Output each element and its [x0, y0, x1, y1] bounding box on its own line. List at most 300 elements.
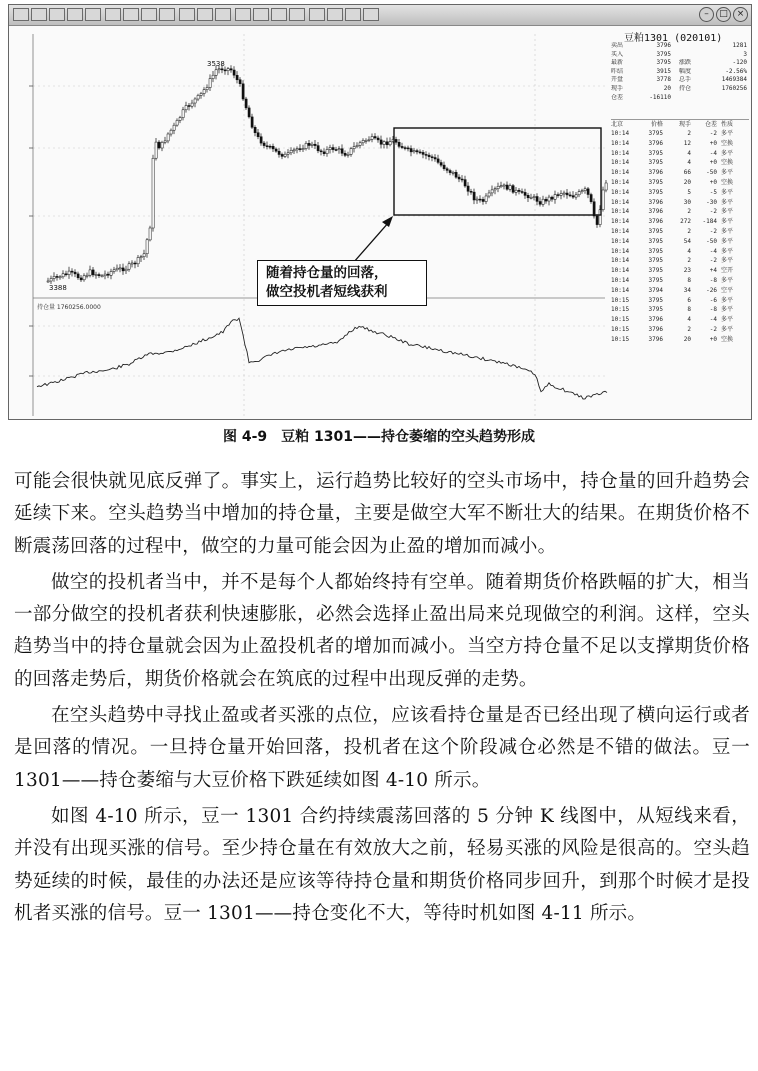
tick-row — [611, 286, 749, 296]
quote-row — [611, 42, 749, 51]
candle-body — [557, 195, 559, 196]
candle-body — [239, 80, 241, 84]
candle-body — [398, 142, 400, 146]
tick-header-cell: 价格 — [650, 121, 663, 128]
tick-cell: 3795 — [648, 149, 663, 157]
quote-cell: 3 — [743, 50, 747, 58]
tick-cell: 10:14 — [611, 218, 630, 226]
toolbar-button[interactable] — [85, 8, 101, 21]
candle-body — [500, 186, 502, 187]
quote-cell: 3796 — [656, 42, 671, 49]
highlight-box — [394, 128, 601, 215]
paragraph: 做空的投机者当中，并不是每个人都始终持有空单。随着期货价格跌幅的扩大，相当一部分做空的投机者获利快速膨胀，必然会选择止盈出局来兑现做空的利润。这样，空头趋势当中的持仓量就会因为止盈投机者的增加而减小。当空方持仓量不足以支撑期货价格的回落走势后，期货价格就会在筑底的过程中出现反弹的走势。 — [14, 571, 750, 690]
candle-body — [182, 110, 184, 118]
candle-body — [263, 143, 265, 146]
maximize-icon[interactable]: □ — [716, 7, 731, 22]
candle-body — [449, 171, 451, 173]
candle-body — [305, 143, 307, 148]
quote-cell: 涨跌 — [679, 59, 692, 67]
toolbar-button[interactable] — [31, 8, 47, 21]
tick-cell: 10:14 — [611, 208, 630, 216]
tick-cell: 2 — [687, 227, 691, 235]
toolbar-button[interactable] — [13, 8, 29, 21]
tick-header-cell: 现手 — [678, 121, 691, 128]
quote-cell: 3915 — [656, 67, 671, 75]
candle-body — [602, 190, 604, 210]
tick-cell: 34 — [683, 286, 691, 294]
candle-body — [116, 268, 118, 270]
candle-body — [287, 153, 289, 154]
tick-cell: 54 — [683, 237, 691, 245]
candle-body — [539, 202, 541, 205]
candle-body — [110, 272, 112, 276]
quote-cell: -120 — [732, 59, 747, 67]
candle-body — [533, 197, 535, 198]
tick-cell: -184 — [702, 218, 717, 226]
quote-cell: 幅度 — [679, 67, 692, 75]
candle-body — [236, 75, 238, 80]
quote-cell — [671, 51, 711, 60]
tick-row — [611, 178, 749, 188]
tick-cell: 3795 — [648, 296, 663, 304]
ticker-title: 豆粕1301 (020101) — [624, 33, 723, 44]
tick-cell: 3795 — [648, 227, 663, 235]
candle-body — [137, 258, 139, 264]
low-price-label: 3388 — [49, 284, 67, 292]
candle-body — [428, 155, 430, 157]
tick-cell: 4 — [687, 316, 691, 324]
candle-body — [575, 195, 577, 197]
paragraph: 在空头趋势中寻找止盈或者买涨的点位，应该看持仓量是否已经出现了横向运行或者是回落的情况。一旦持仓量开始回落，投机者在这个阶段减仓必然是不错的做法。豆一 1301——持仓萎缩与大豆价格下跌延续如图 4-10 所示。 — [14, 705, 750, 791]
tick-cell: 10:14 — [611, 257, 630, 265]
toolbar-button[interactable] — [327, 8, 343, 21]
candle-body — [377, 138, 379, 140]
candle-body — [368, 139, 370, 140]
tick-row — [611, 305, 749, 315]
candle-body — [251, 117, 253, 127]
candle-body — [530, 197, 532, 198]
candle-body — [410, 149, 412, 152]
tick-header-cell: 仓差 — [704, 121, 717, 128]
candle-body — [119, 268, 121, 269]
tick-cell: -50 — [706, 237, 717, 245]
tick-cell: 10:14 — [611, 139, 630, 147]
candle-body — [404, 148, 406, 149]
candle-body — [551, 197, 553, 199]
candle-body — [125, 269, 127, 271]
quote-cell: 最新 — [611, 59, 624, 67]
tick-cell: 空开 — [721, 267, 734, 275]
candle-body — [473, 192, 475, 200]
tick-cell: 30 — [683, 198, 691, 206]
candle-body — [494, 189, 496, 190]
tick-cell: 多平 — [721, 208, 734, 216]
candle-body — [269, 146, 271, 147]
candle-body — [389, 142, 391, 145]
candle-body — [467, 186, 469, 191]
tick-header-cell: 性质 — [721, 121, 734, 128]
candle-body — [86, 275, 88, 276]
candle-body — [293, 150, 295, 151]
candle-body — [323, 152, 325, 154]
tick-cell: 3796 — [648, 198, 663, 206]
quote-row — [611, 59, 749, 68]
candlestick-series — [47, 65, 607, 284]
candle-body — [248, 108, 250, 117]
candle-body — [353, 147, 355, 149]
tick-cell: 3796 — [648, 335, 663, 343]
candle-body — [590, 195, 592, 202]
candle-body — [272, 146, 274, 149]
candle-body — [386, 142, 388, 145]
candle-body — [275, 149, 277, 151]
candle-body — [542, 199, 544, 204]
quote-cell: 现手 — [611, 84, 624, 92]
candle-body — [62, 274, 64, 277]
toolbar-button[interactable] — [235, 8, 251, 21]
candle-body — [503, 185, 505, 186]
candle-body — [302, 149, 304, 150]
tick-cell: 多平 — [721, 247, 734, 255]
tick-cell: +0 — [709, 159, 717, 167]
candle-body — [512, 186, 514, 193]
candle-body — [161, 142, 163, 148]
paragraph: 如图 4-10 所示，豆一 1301 合约持续震荡回落的 5 分钟 K 线图中，从短线来看，并没有出现买涨的信号。至少持仓量在有效放大之前，轻易买涨的风险是很高的。空头趋势延续的时候，最佳的办法还是应该等待持仓量和期货价格同步回升，到那个时候才是投机者买涨的信号。豆一 1301——持仓变化不大，等待时机如图 4-11 所示。 — [14, 805, 750, 924]
candle-body — [485, 196, 487, 202]
candle-body — [92, 270, 94, 275]
candle-body — [68, 271, 70, 275]
tick-cell: 3796 — [648, 218, 663, 226]
toolbar-button[interactable] — [345, 8, 361, 21]
candle-body — [284, 154, 286, 156]
tick-cell: 10:14 — [611, 227, 630, 235]
tick-cell: 10:15 — [611, 325, 630, 333]
candle-body — [419, 152, 421, 153]
trading-screenshot — [8, 4, 752, 420]
tick-cell: -5 — [709, 188, 717, 196]
candle-body — [536, 197, 538, 202]
price-chart — [9, 26, 609, 418]
candle-body — [584, 189, 586, 191]
tick-cell: -2 — [709, 130, 717, 137]
tick-cell: 3795 — [648, 306, 663, 314]
candle-body — [482, 199, 484, 201]
toolbar-button[interactable] — [253, 8, 269, 21]
candle-body — [464, 180, 466, 186]
close-icon[interactable]: × — [733, 7, 748, 22]
tick-cell: 5 — [687, 188, 691, 196]
quote-cell: 持仓 — [679, 84, 692, 92]
tick-cell: 空平 — [721, 286, 734, 294]
toolbar-button[interactable] — [49, 8, 65, 21]
tick-cell: -6 — [709, 296, 717, 304]
candle-body — [506, 185, 508, 189]
tick-row — [611, 139, 749, 149]
tick-cell: 空换 — [721, 159, 734, 167]
tick-cell: +0 — [709, 139, 717, 147]
toolbar-button[interactable] — [289, 8, 305, 21]
tick-cell: 20 — [683, 335, 691, 343]
tick-panel — [611, 119, 749, 415]
quote-cell: 3778 — [656, 76, 671, 84]
candle-body — [455, 172, 457, 177]
candle-body — [170, 130, 172, 134]
tick-cell: 23 — [683, 267, 691, 275]
tick-cell: 3795 — [648, 188, 663, 196]
quote-row — [611, 85, 749, 94]
candle-body — [563, 193, 565, 194]
candle-body — [71, 271, 73, 272]
tick-cell: 多平 — [721, 325, 734, 333]
quote-cell: -2.56% — [725, 67, 747, 75]
candle-body — [578, 192, 580, 195]
tick-cell: 66 — [683, 169, 691, 177]
quote-cell: 1281 — [732, 42, 747, 49]
tick-cell: 8 — [687, 276, 691, 284]
figure-caption: 图 4-9 豆粕 1301——持仓萎缩的空头趋势形成 — [222, 429, 535, 445]
candle-body — [587, 189, 589, 195]
toolbar — [9, 5, 751, 26]
toolbar-button[interactable] — [179, 8, 195, 21]
candle-body — [356, 145, 358, 146]
tick-cell: 3795 — [648, 130, 663, 137]
candle-body — [47, 281, 49, 282]
candle-body — [158, 142, 160, 148]
candle-body — [374, 137, 376, 139]
minimize-icon[interactable]: – — [699, 7, 714, 22]
candle-body — [509, 186, 511, 190]
candle-body — [257, 133, 259, 137]
candle-body — [299, 149, 301, 150]
tick-cell: -30 — [706, 198, 717, 206]
tick-cell: 10:15 — [611, 316, 630, 324]
toolbar-button[interactable] — [159, 8, 175, 21]
candle-body — [605, 183, 607, 190]
candle-body — [479, 199, 481, 200]
tick-cell: 10:14 — [611, 188, 630, 196]
tick-cell: 10:14 — [611, 169, 630, 177]
tick-cell: 6 — [687, 296, 691, 304]
toolbar-button[interactable] — [123, 8, 139, 21]
candle-body — [326, 150, 328, 154]
tick-cell: 多平 — [721, 316, 734, 324]
candle-body — [128, 264, 130, 269]
tick-row — [611, 149, 749, 159]
tick-row — [611, 237, 749, 247]
candle-body — [443, 165, 445, 169]
tick-cell: 2 — [687, 257, 691, 265]
tick-cell: 4 — [687, 149, 691, 157]
tick-cell: 2 — [687, 325, 691, 333]
candle-body — [50, 279, 52, 282]
open-interest-line — [37, 318, 607, 399]
indicator-label: 持仓量 1760256.0000 — [37, 304, 101, 311]
candle-body — [173, 125, 175, 130]
candle-body — [350, 149, 352, 155]
candle-body — [221, 69, 223, 70]
candle-body — [401, 146, 403, 147]
candle-body — [497, 186, 499, 188]
candle-body — [581, 191, 583, 192]
quote-cell: 卖出 — [611, 42, 624, 49]
candle-body — [218, 69, 220, 70]
tick-cell: 3795 — [648, 237, 663, 245]
callout-arrow-head — [382, 216, 393, 227]
tick-header — [611, 119, 749, 129]
toolbar-button[interactable] — [363, 8, 379, 21]
quote-cell: 开盘 — [611, 76, 624, 84]
candle-body — [266, 146, 268, 147]
tick-cell: 10:14 — [611, 178, 630, 186]
quote-cell — [671, 94, 711, 103]
candle-body — [521, 192, 523, 193]
tick-cell: -2 — [709, 257, 717, 265]
candle-body — [461, 179, 463, 180]
tick-cell: 3795 — [648, 267, 663, 275]
candle-body — [566, 193, 568, 195]
candle-body — [371, 137, 373, 140]
tick-cell: 空换 — [721, 335, 734, 343]
candle-body — [59, 277, 61, 278]
candle-body — [311, 144, 313, 145]
candle-body — [212, 75, 214, 78]
candle-body — [185, 106, 187, 110]
tick-cell: -4 — [709, 247, 717, 255]
tick-row — [611, 276, 749, 286]
tick-cell: 多平 — [721, 149, 734, 157]
tick-cell: 3796 — [648, 208, 663, 216]
quote-cell: 买入 — [611, 50, 624, 58]
candle-body — [476, 199, 478, 200]
candle-body — [194, 99, 196, 103]
candle-body — [188, 106, 190, 107]
toolbar-button[interactable] — [141, 8, 157, 21]
candle-body — [491, 190, 493, 193]
candle-body — [215, 70, 217, 76]
callout-box — [257, 260, 427, 306]
candle-body — [548, 197, 550, 201]
candle-body — [233, 70, 235, 75]
candle-body — [206, 88, 208, 90]
tick-cell: 10:15 — [611, 296, 630, 304]
tick-cell: 多平 — [721, 257, 734, 265]
candle-body — [164, 141, 166, 143]
candle-body — [296, 149, 298, 150]
paragraph: 可能会很快就见底反弹了。事实上，运行趋势比较好的空头市场中，持仓量的回升趋势会延续下来。空头趋势当中增加的持仓量，主要是做空大军不断壮大的结果。在期货价格不断震荡回落的过程中，做空的力量可能会因为止盈的增加而减小。 — [14, 471, 750, 557]
candle-body — [134, 263, 136, 264]
candle-body — [260, 137, 262, 143]
candle-body — [407, 148, 409, 149]
tick-row — [611, 296, 749, 306]
tick-cell: 多平 — [721, 198, 734, 206]
candle-body — [596, 216, 598, 225]
candle-body — [143, 254, 145, 257]
candle-body — [359, 143, 361, 146]
candle-body — [131, 263, 133, 264]
tick-cell: 空换 — [721, 139, 734, 147]
candle-body — [572, 196, 574, 198]
tick-list — [611, 129, 749, 345]
candle-body — [569, 195, 571, 196]
tick-cell: +0 — [709, 335, 717, 343]
quote-row — [611, 51, 749, 60]
quote-cell — [711, 94, 747, 103]
candle-body — [560, 194, 562, 196]
candle-body — [53, 276, 55, 278]
tick-cell: 3796 — [648, 169, 663, 177]
candle-body — [515, 190, 517, 192]
candle-body — [167, 134, 169, 141]
toolbar-button[interactable] — [271, 8, 287, 21]
candle-body — [80, 278, 82, 280]
quote-cell: 3795 — [656, 50, 671, 58]
toolbar-button[interactable] — [309, 8, 325, 21]
tick-cell: 多平 — [721, 306, 734, 314]
candle-body — [341, 149, 343, 154]
tick-cell: 3796 — [648, 316, 663, 324]
quote-row — [611, 68, 749, 77]
candle-body — [593, 202, 595, 216]
toolbar-button[interactable] — [105, 8, 121, 21]
tick-cell: 多平 — [721, 296, 734, 304]
toolbar-button[interactable] — [215, 8, 231, 21]
candle-body — [95, 275, 97, 276]
toolbar-button[interactable] — [67, 8, 83, 21]
candle-body — [545, 199, 547, 201]
quote-cell: 1760256 — [721, 84, 747, 92]
candle-body — [338, 149, 340, 150]
candle-body — [308, 143, 310, 145]
candle-body — [344, 153, 346, 155]
tick-cell: 10:14 — [611, 286, 630, 294]
tick-header-cell: 北京 — [611, 121, 624, 128]
candle-body — [230, 69, 232, 70]
candle-body — [413, 151, 415, 152]
tick-row — [611, 247, 749, 257]
tick-row — [611, 325, 749, 335]
quote-row — [611, 94, 749, 103]
tick-cell: 10:15 — [611, 335, 630, 343]
tick-cell: 3795 — [648, 257, 663, 265]
candle-body — [56, 276, 58, 277]
tick-cell: 多平 — [721, 227, 734, 235]
tick-row — [611, 188, 749, 198]
tick-cell: -8 — [709, 276, 717, 284]
candle-body — [98, 275, 100, 276]
tick-cell: 2 — [687, 208, 691, 216]
candle-body — [416, 151, 418, 152]
candle-body — [152, 158, 154, 228]
tick-cell: -26 — [706, 286, 717, 294]
candle-body — [383, 142, 385, 145]
callout-line: 随着持仓量的回落， — [266, 265, 388, 281]
high-price-label: 3538 — [207, 60, 225, 68]
quote-cell — [671, 42, 711, 51]
candle-body — [554, 195, 556, 200]
tick-cell: 10:14 — [611, 149, 630, 157]
tick-row — [611, 256, 749, 266]
tick-cell: -2 — [709, 325, 717, 333]
toolbar-button[interactable] — [197, 8, 213, 21]
tick-cell: 多平 — [721, 130, 734, 137]
tick-cell: -4 — [709, 316, 717, 324]
tick-cell: 多平 — [721, 237, 734, 245]
candle-body — [440, 163, 442, 166]
tick-row — [611, 335, 749, 345]
candle-body — [176, 120, 178, 125]
candle-body — [470, 191, 472, 192]
candle-body — [314, 144, 316, 145]
